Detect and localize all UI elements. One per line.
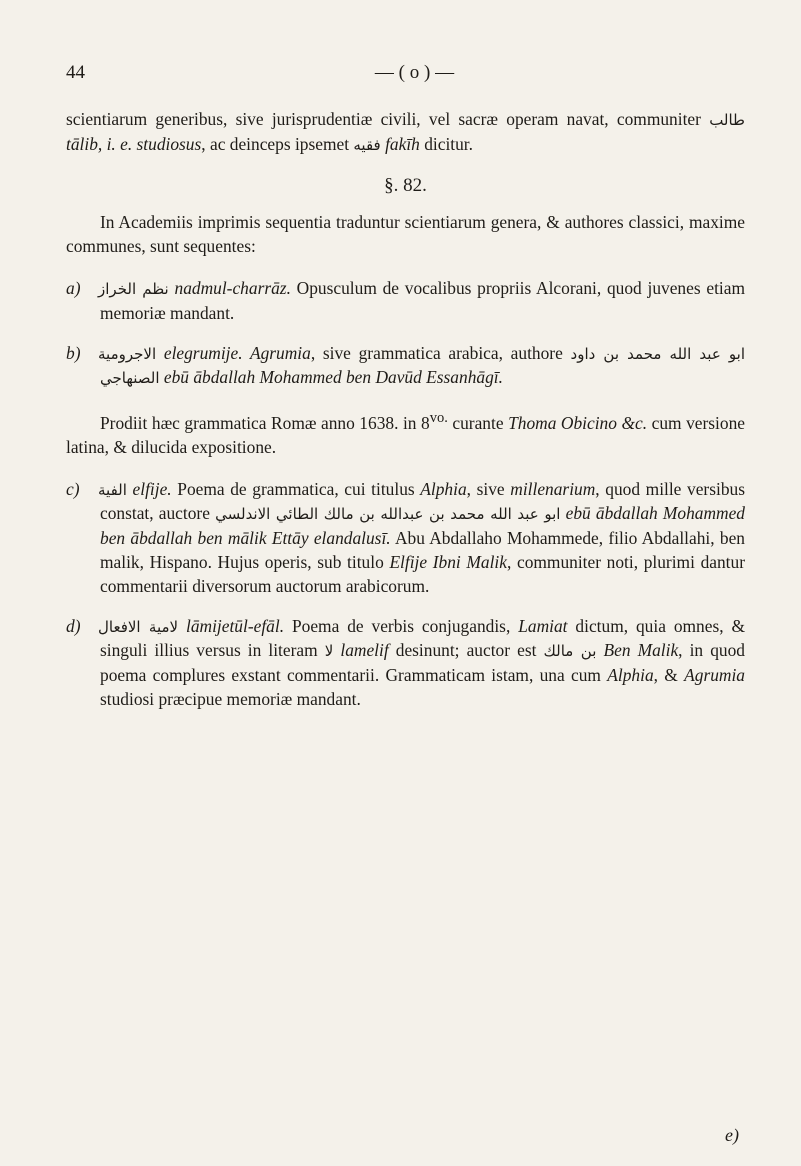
text-span: scientiarum generibus, sive jurisprudentiæ civili, vel sacræ operam navat, communiter <box>66 109 710 129</box>
text-span: dictum, quia omnes, & singuli illius versus in literam <box>100 615 746 661</box>
italic-term: Alphia <box>607 665 654 686</box>
arabic-title: الاجرومية <box>98 344 157 363</box>
text-span: curante <box>447 412 509 433</box>
page-number: 44 <box>66 62 85 83</box>
entry-label: d) <box>66 615 81 636</box>
text-span: Abu Abdallaho Mohammede, filio Abdallahi, ben malik, Hispano. Hujus operis, sub titulo <box>100 528 745 572</box>
text-span: Poema de verbis conjugandis, <box>284 615 519 636</box>
text-span: , sive <box>466 478 511 499</box>
page-header <box>48 62 741 92</box>
text-span: cum versione latina, & dilucida expositione. <box>66 412 745 457</box>
arabic-title: لامية الافعال <box>98 617 179 636</box>
transliteration: tālib, i. e. studiosus <box>66 133 202 154</box>
italic-term: Elfije Ibni Malik <box>389 551 507 572</box>
editor-name: Thoma Obicino &c. <box>508 412 648 433</box>
entry-d <box>66 615 745 712</box>
arabic-author: بن مالك <box>543 642 597 661</box>
text-span: Prodiit hæc grammatica Romæ anno 1638. in 8 <box>100 412 430 433</box>
entry-label: b) <box>66 342 81 363</box>
text-span: , sive grammatica arabica, authore <box>310 342 571 363</box>
text-span: dicitur. <box>419 133 473 154</box>
intro-paragraph: In Academiis imprimis sequentia traduntur scientiarum genera, & authores classici, maxime communes, sunt sequentes: <box>66 212 745 257</box>
text-span: , in quod poema complures exstant commentarii. Grammaticam istam, una cum <box>100 640 745 686</box>
entry-a <box>66 277 745 326</box>
italic-term: millenarium <box>510 478 596 499</box>
catchword: e) <box>725 1125 739 1145</box>
transliteration: fakīh <box>385 133 420 154</box>
italic-term: lamelif <box>340 640 389 661</box>
text-span: , quod mille versibus constat, auctore <box>100 478 745 524</box>
arabic-word: طالب <box>709 111 745 129</box>
continuation-paragraph <box>66 108 745 158</box>
transliteration: elfije. <box>132 478 172 499</box>
entry-label: a) <box>66 277 81 298</box>
transliteration: elegrumije. Agrumia <box>163 342 311 363</box>
entry-b <box>66 342 745 392</box>
text-span: Poema de grammatica, cui titulus <box>171 478 421 499</box>
italic-term: Ben Malik <box>603 640 679 661</box>
section-heading: §. 82. <box>384 174 427 196</box>
arabic-letter: لا <box>324 642 334 661</box>
arabic-title: نظم الخراز <box>98 279 169 298</box>
arabic-title: الفية <box>98 480 127 499</box>
text-span: studiosi præcipue memoriæ mandant. <box>100 688 361 709</box>
transliteration: ebū ābdallah Mohammed ben Davūd Essanhāgī. <box>163 367 503 388</box>
text-span: , & <box>653 665 685 686</box>
italic-term: Agrumia <box>684 665 745 686</box>
superscript: vo. <box>429 410 448 427</box>
entry-c <box>66 478 745 599</box>
entry-label: c) <box>66 478 80 499</box>
text-span: , ac deinceps ipsemet <box>201 133 354 154</box>
arabic-author: ابو عبد الله محمد بن عبدالله بن مالك الطائي الاندلسي <box>215 505 561 524</box>
transliteration: ebū ābdallah Mohammed ben ābdallah ben mālik Ettāy elandalusī. <box>100 503 745 549</box>
text-block <box>66 108 745 712</box>
arabic-author: ابو عبد الله محمد بن داود الصنهاجي <box>100 344 745 388</box>
running-title: — ( o ) — <box>374 62 455 83</box>
text-span: , communiter noti, plurimi dantur commentarii diversorum auctorum arabicorum. <box>100 551 745 596</box>
text-span: Opusculum de vocalibus propriis Alcorani, quod juvenes etiam memoriæ mandant. <box>100 277 745 323</box>
transliteration: lāmijetūl-efāl. <box>186 615 285 636</box>
entry-b-note <box>66 407 745 459</box>
text-span: desinunt; auctor est <box>388 640 544 661</box>
transliteration: nadmul-charrāz. <box>174 277 291 298</box>
arabic-word: فقيه <box>353 135 381 154</box>
italic-term: Lamiat <box>518 615 568 636</box>
italic-term: Alphia <box>420 478 467 499</box>
